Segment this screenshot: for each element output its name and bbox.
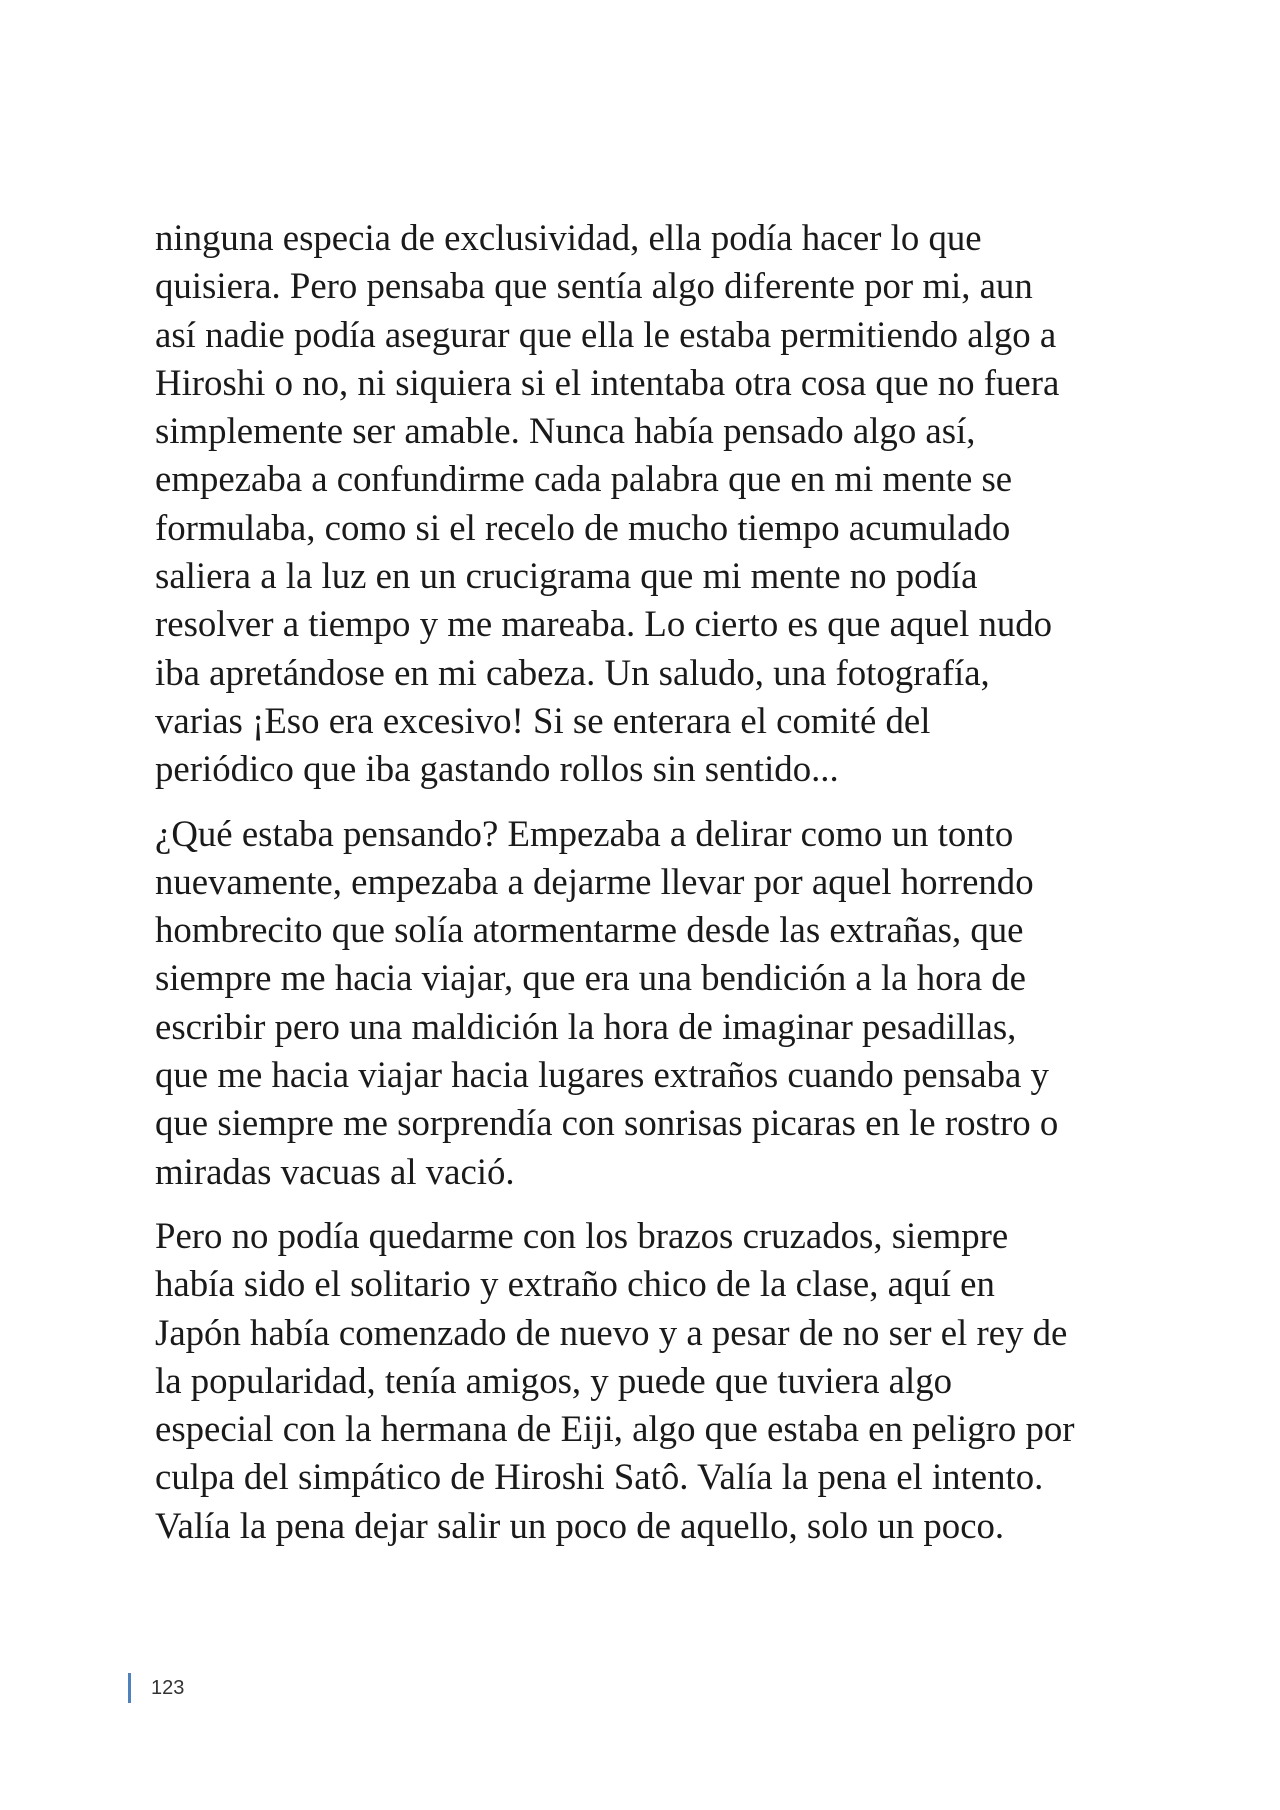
footer-accent-rule [128,1673,131,1703]
paragraph-1 [155,214,1155,794]
text-line: formulaba, como si el recelo de mucho tiempo acumulado [155,506,1011,548]
text-line: había sido el solitario y extraño chico de la clase, aquí en [155,1263,995,1305]
text-line: miradas vacuas al vació. [155,1150,515,1192]
text-line: resolver a tiempo y me mareaba. Lo cierto es que aquel nudo [155,603,1053,645]
text-line: nuevamente, empezaba a dejarme llevar por aquel horrendo [155,860,1034,902]
text-line: saliera a la luz en un crucigrama que mi mente no podía [155,555,978,597]
text-line: especial con la hermana de Eiji, algo que estaba en peligro por [155,1408,1075,1450]
text-line: hombrecito que solía atormentarme desde las extrañas, que [155,909,1024,951]
text-line: la popularidad, tenía amigos, y puede que tuviera algo [155,1359,953,1401]
text-line: ninguna especia de exclusividad, ella podía hacer lo que [155,217,982,258]
page-body [155,214,1155,1566]
text-line: iba apretándose en mi cabeza. Un saludo, una fotografía, [155,651,990,693]
text-line: que me hacia viajar hacia lugares extraños cuando pensaba y [155,1054,1049,1096]
paragraph-2 [155,810,1155,1196]
text-line: ¿Qué estaba pensando? Empezaba a delirar como un tonto [155,812,1014,854]
text-line: que siempre me sorprendía con sonrisas picaras en le rostro o [155,1102,1059,1144]
text-line: así nadie podía asegurar que ella le estaba permitiendo algo a [155,313,1057,355]
text-line: quisiera. Pero pensaba que sentía algo diferente por mi, aun [155,265,1033,307]
page-footer [128,1673,184,1703]
text-line: Japón había comenzado de nuevo y a pesar de no ser el rey de [155,1311,1068,1353]
text-line: siempre me hacia viajar, que era una bendición a la hora de [155,957,1027,999]
text-line: culpa del simpático de Hiroshi Satô. Valía la pena el intento. [155,1456,1044,1498]
page-number: 123 [151,1676,185,1699]
paragraph-3 [155,1212,1155,1550]
text-line: Hiroshi o no, ni siquiera si el intentaba otra cosa que no fuera [155,361,1060,403]
text-line: Valía la pena dejar salir un poco de aquello, solo un poco. [155,1504,1005,1546]
text-line: simplemente ser amable. Nunca había pensado algo así, [155,410,976,452]
text-line: Pero no podía quedarme con los brazos cruzados, siempre [155,1214,1009,1256]
text-line: empezaba a confundirme cada palabra que en mi mente se [155,458,1013,500]
text-line: varias ¡Eso era excesivo! Si se enterara el comité del [155,699,931,741]
text-line: escribir pero una maldición la hora de imaginar pesadillas, [155,1005,1017,1047]
text-line: periódico que iba gastando rollos sin sentido... [155,748,839,790]
